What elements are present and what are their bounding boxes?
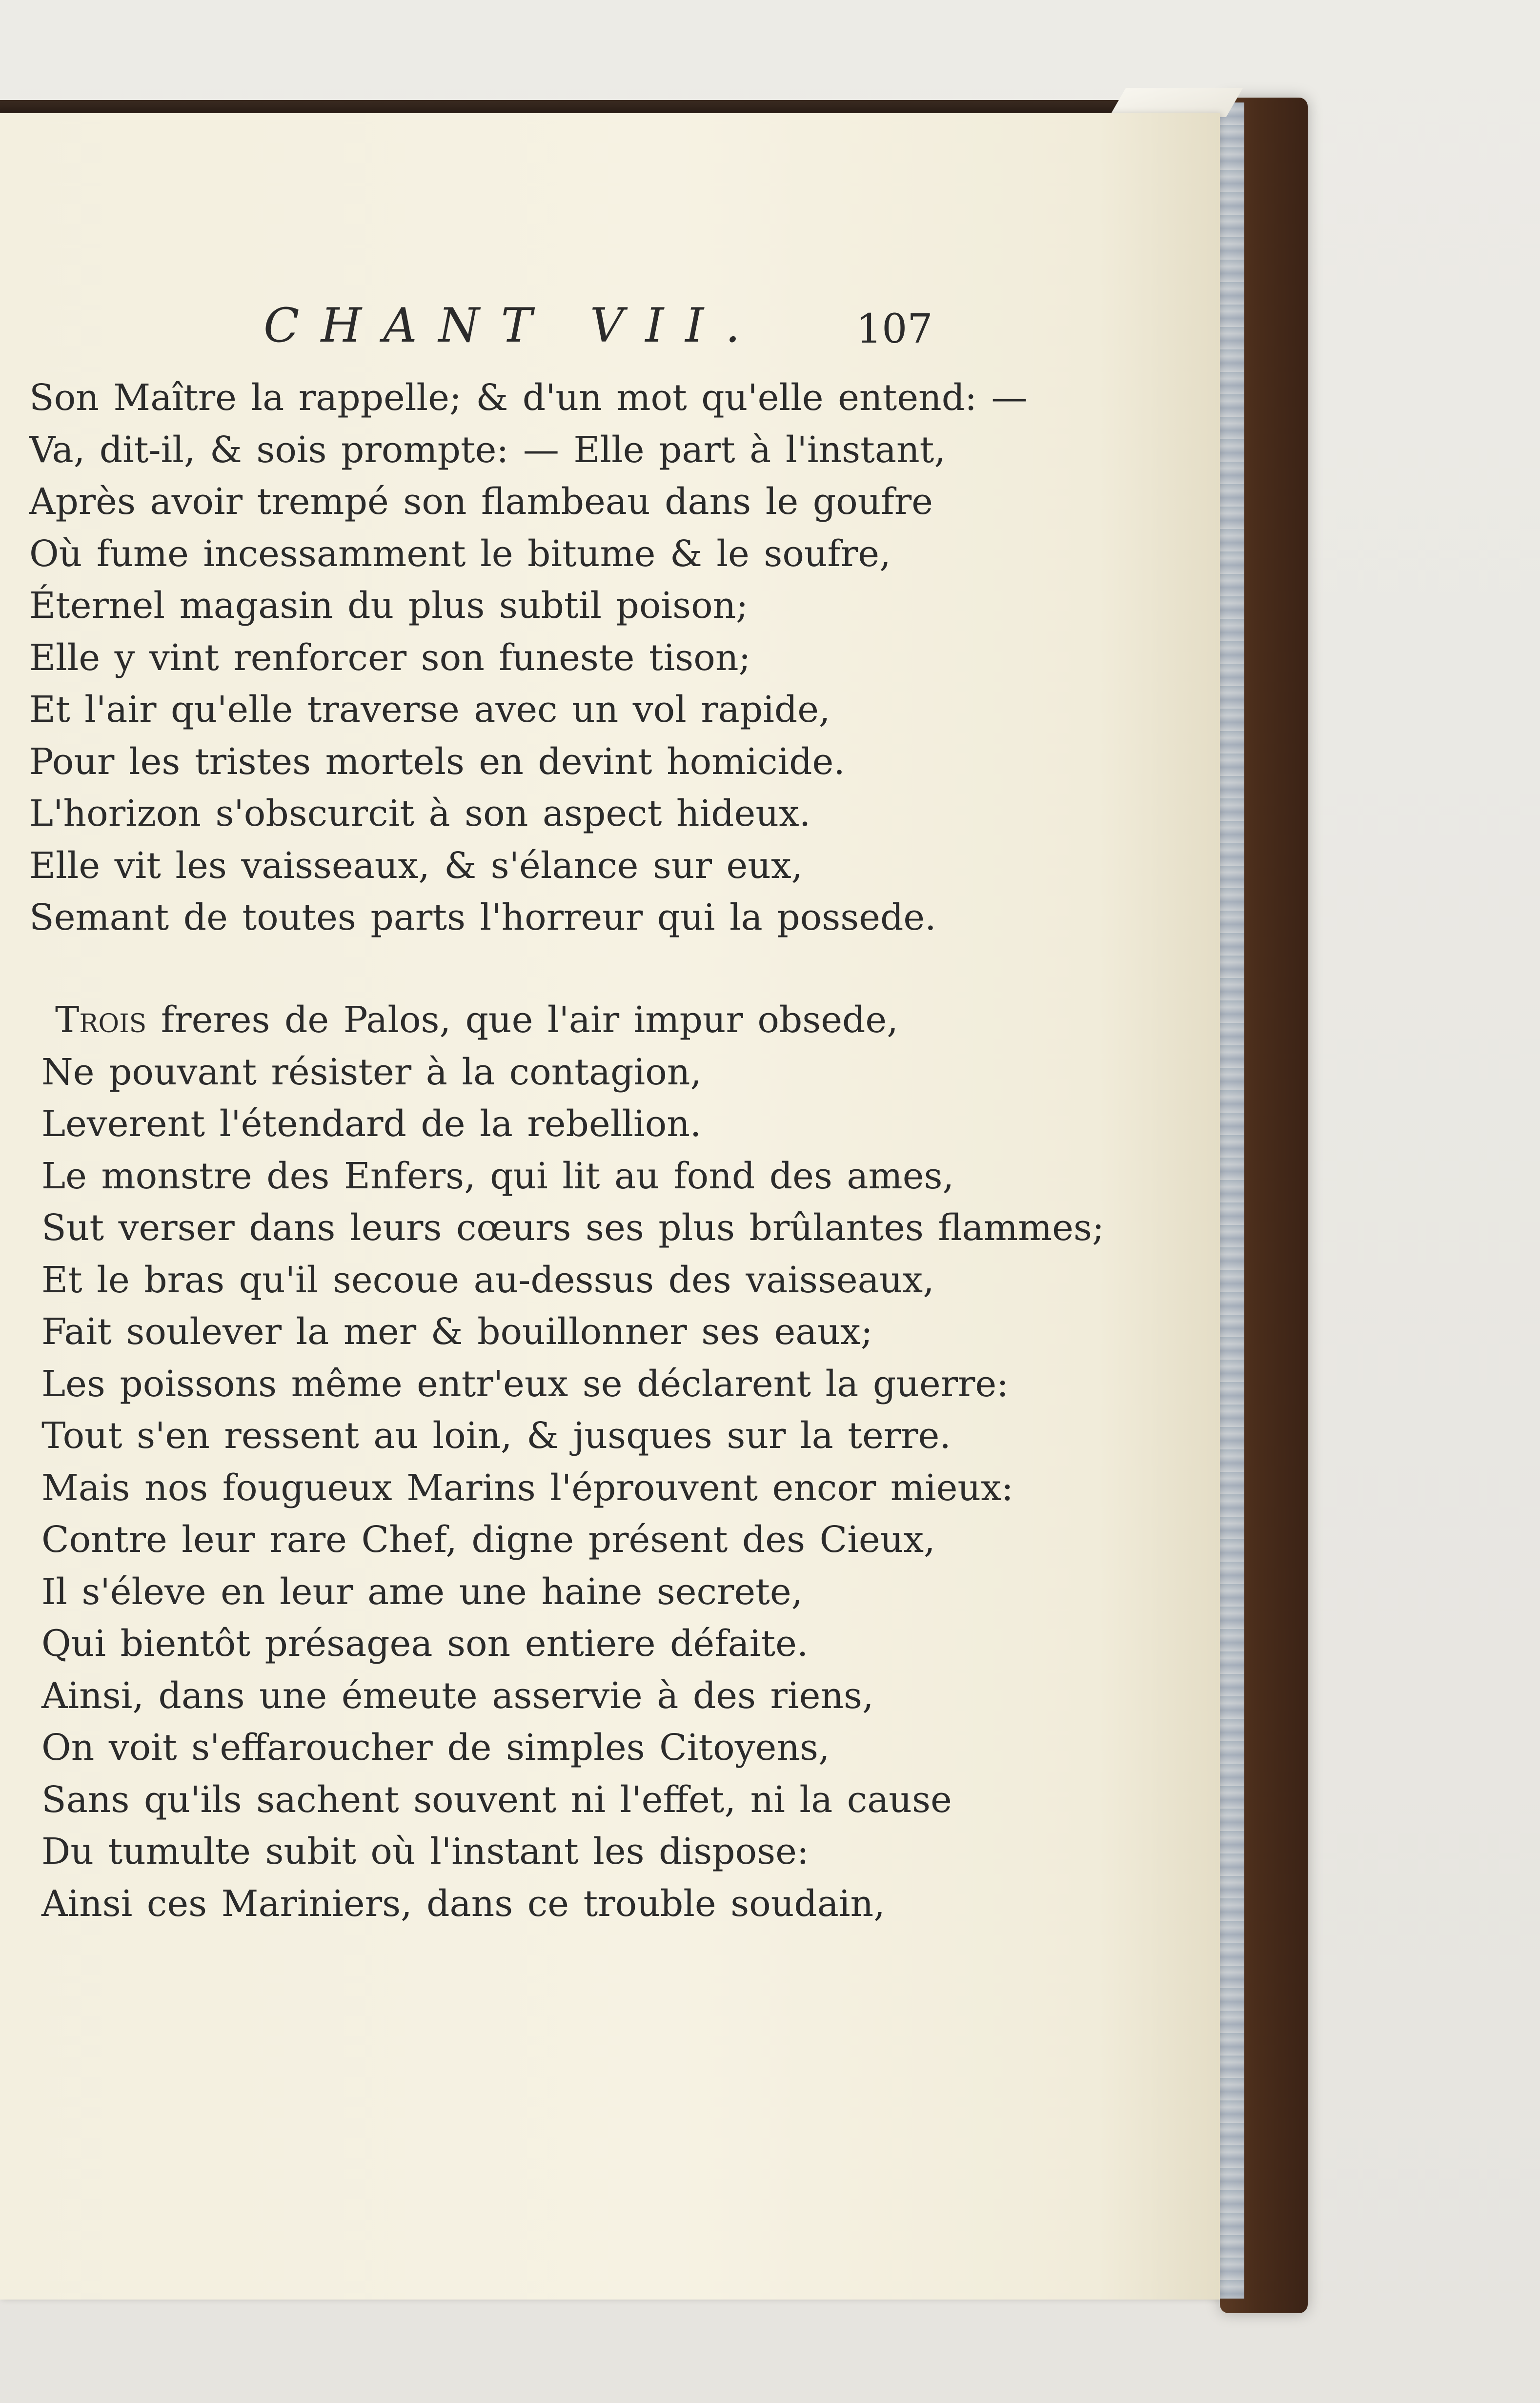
book-page — [0, 113, 1220, 2300]
page-corner — [1109, 88, 1243, 117]
verse-line: Ne pouvant résister à la contagion, — [41, 1051, 702, 1093]
verse-line: Et l'air qu'elle traverse avec un vol rapide, — [29, 689, 831, 731]
stanza-2 — [41, 994, 1104, 1930]
verse-line: Leverent l'étendard de la rebellion. — [41, 1103, 702, 1145]
verse-line: On voit s'effaroucher de simples Citoyens, — [41, 1727, 830, 1769]
verse-line: Et le bras qu'il secoue au-dessus des vaisseaux, — [41, 1259, 934, 1301]
verse-line: Après avoir trempé son flambeau dans le goufre — [29, 481, 933, 523]
verse-line: Semant de toutes parts l'horreur qui la possede. — [29, 896, 936, 938]
verse-line: Pour les tristes mortels en devint homicide. — [29, 740, 845, 783]
page-text — [0, 113, 1220, 2300]
verse-line: Elle vit les vaisseaux, & s'élance sur eux, — [29, 844, 803, 887]
verse-line: Contre leur rare Chef, digne présent des Cieux, — [41, 1519, 935, 1561]
verse-line: Mais nos fougueux Marins l'éprouvent encor mieux: — [41, 1466, 1013, 1509]
running-title: CHANT VII. — [263, 298, 762, 353]
verse-line-rest: freres de Palos, que l'air impur obsede, — [146, 999, 898, 1041]
verse-line-first — [41, 994, 1104, 1046]
verse-line: Sut verser dans leurs cœurs ses plus brûlantes flammes; — [41, 1207, 1104, 1249]
verse-line: Qui bientôt présagea son entiere défaite. — [41, 1623, 809, 1665]
verse-line: Le monstre des Enfers, qui lit au fond des ames, — [41, 1155, 954, 1197]
verse-line: Éternel magasin du plus subtil poison; — [29, 585, 749, 627]
verse-line: Sans qu'ils sachent souvent ni l'effet, ni la cause — [41, 1778, 952, 1821]
verse-line: Où fume incessamment le bitume & le soufre, — [29, 532, 891, 575]
verse-line: Ainsi ces Mariniers, dans ce trouble soudain, — [41, 1882, 885, 1925]
verse-line: Va, dit-il, & sois prompte: — Elle part à l'instant, — [29, 428, 946, 471]
verse-line: Fait soulever la mer & bouillonner ses eaux; — [41, 1311, 873, 1353]
stanza-opening-word: Trois — [55, 999, 147, 1041]
stanza-1 — [29, 372, 1028, 944]
verse-line: L'horizon s'obscurcit à son aspect hideux. — [29, 793, 811, 835]
verse-line: Tout s'en ressent au loin, & jusques sur la terre. — [41, 1415, 951, 1457]
verse-line: Les poissons même entr'eux se déclarent la guerre: — [41, 1363, 1009, 1405]
verse-line: Elle y vint renforcer son funeste tison; — [29, 636, 751, 679]
verse-line: Ainsi, dans une émeute asservie à des riens, — [41, 1674, 874, 1717]
verse-line: Son Maître la rappelle; & d'un mot qu'elle entend: — — [29, 377, 1028, 419]
verse-line: Du tumulte subit où l'instant les dispose: — [41, 1831, 809, 1873]
page-number: 107 — [856, 306, 933, 352]
verse-line: Il s'éleve en leur ame une haine secrete, — [41, 1570, 803, 1613]
